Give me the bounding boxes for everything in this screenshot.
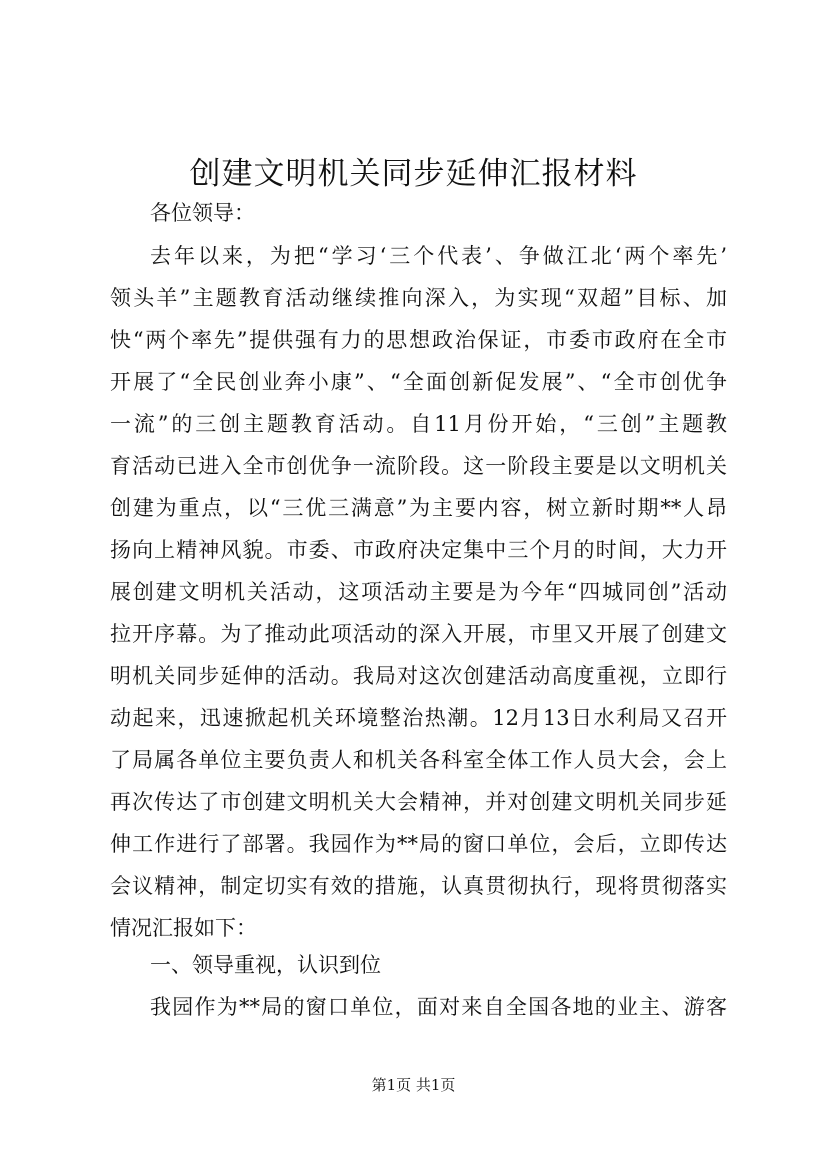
section-1-text-line: 我园作为**局的窗口单位，面对来自全国各地的业主、游客 [150,995,727,1019]
paragraph-line: 再次传达了市创建文明机关大会精神，并对创建文明机关同步延 [110,790,727,814]
paragraph-line: 开展了“全民创业奔小康”、“全面创新促发展”、“全市创优争 [110,370,727,394]
page-footer: 第1页 共1页 [371,1076,456,1094]
paragraph-line: 拉开序幕。为了推动此项活动的深入开展，市里又开展了创建文 [110,622,727,646]
paragraph-line: 了局属各单位主要负责人和机关各科室全体工作人员大会，会上 [110,748,727,772]
paragraph-line: 展创建文明机关活动，这项活动主要是为今年“四城同创”活动 [110,580,727,604]
paragraph-line: 动起来，迅速掀起机关环境整治热潮。12月13日水利局又召开 [110,706,727,730]
paragraph-line: 一流”的三创主题教育活动。自11月份开始，“三创”主题教 [110,412,727,436]
greeting: 各位领导： [150,201,255,225]
section-heading: 一、领导重视，认识到位 [150,953,381,977]
paragraph-line: 明机关同步延伸的活动。我局对这次创建活动高度重视，立即行 [110,664,727,688]
paragraph-line: 创建为重点，以“三优三满意”为主要内容，树立新时期**人昂 [110,496,727,520]
document-title: 创建文明机关同步延伸汇报材料 [189,156,638,192]
paragraph-line: 会议精神，制定切实有效的措施，认真贯彻执行，现将贯彻落实 [110,874,727,898]
paragraph-line: 育活动已进入全市创优争一流阶段。这一阶段主要是以文明机关 [110,454,727,478]
paragraph-line: 情况汇报如下： [110,916,257,940]
paragraph-line: 领头羊”主题教育活动继续推向深入，为实现“双超”目标、加 [110,286,727,310]
paragraph-line: 扬向上精神风貌。市委、市政府决定集中三个月的时间，大力开 [110,538,727,562]
paragraph-line: 快“两个率先”提供强有力的思想政治保证，市委市政府在全市 [110,328,727,352]
paragraph-line: 去年以来，为把“学习‘三个代表’、争做江北‘两个率先’ [150,244,727,268]
paragraph-line: 伸工作进行了部署。我园作为**局的窗口单位，会后，立即传达 [110,832,727,856]
